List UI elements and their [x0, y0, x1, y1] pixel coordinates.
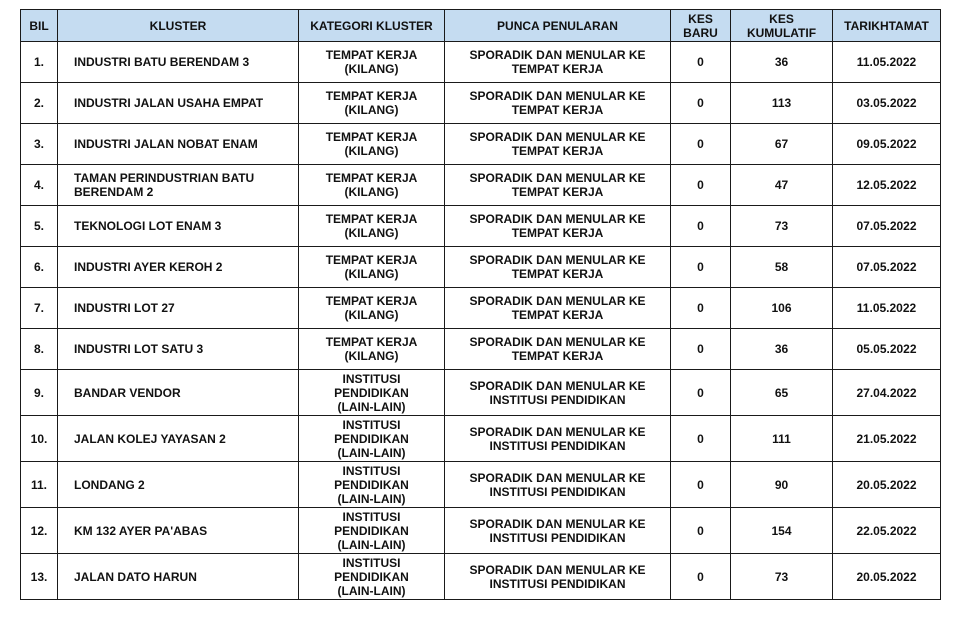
cell-kluster: TEKNOLOGI LOT ENAM 3	[58, 206, 299, 247]
table-row	[21, 206, 941, 247]
table-row	[21, 508, 941, 554]
table-row	[21, 554, 941, 600]
cell-punca: SPORADIK DAN MENULAR KE INSTITUSI PENDIDIKAN	[445, 508, 671, 554]
table-row	[21, 462, 941, 508]
cell-kes-baru: 0	[671, 462, 731, 508]
header-row	[21, 10, 941, 42]
cell-kes-baru: 0	[671, 508, 731, 554]
header-tarikh-tamat: TARIKHTAMAT	[833, 10, 941, 42]
cell-tarikh-tamat: 09.05.2022	[833, 124, 941, 165]
table-row	[21, 329, 941, 370]
cell-kluster: INDUSTRI AYER KEROH 2	[58, 247, 299, 288]
cell-kategori: INSTITUSI PENDIDIKAN (LAIN-LAIN)	[299, 508, 445, 554]
cell-kes-kumulatif: 67	[731, 124, 833, 165]
cell-kluster: INDUSTRI JALAN USAHA EMPAT	[58, 83, 299, 124]
cell-kes-baru: 0	[671, 83, 731, 124]
cell-tarikh-tamat: 07.05.2022	[833, 206, 941, 247]
table-header	[21, 10, 941, 42]
cell-bil: 10.	[21, 416, 58, 462]
header-bil: BIL	[21, 10, 58, 42]
cell-bil: 2.	[21, 83, 58, 124]
cell-tarikh-tamat: 22.05.2022	[833, 508, 941, 554]
cell-kluster: TAMAN PERINDUSTRIAN BATU BERENDAM 2	[58, 165, 299, 206]
cell-kes-baru: 0	[671, 124, 731, 165]
cell-tarikh-tamat: 20.05.2022	[833, 554, 941, 600]
table-row	[21, 165, 941, 206]
table-row	[21, 247, 941, 288]
cell-tarikh-tamat: 11.05.2022	[833, 42, 941, 83]
cell-kluster: INDUSTRI BATU BERENDAM 3	[58, 42, 299, 83]
cell-kategori: TEMPAT KERJA (KILANG)	[299, 124, 445, 165]
cell-kategori: INSTITUSI PENDIDIKAN (LAIN-LAIN)	[299, 416, 445, 462]
cell-kategori: TEMPAT KERJA (KILANG)	[299, 247, 445, 288]
cell-bil: 3.	[21, 124, 58, 165]
cell-kategori: INSTITUSI PENDIDIKAN (LAIN-LAIN)	[299, 462, 445, 508]
cell-kategori: INSTITUSI PENDIDIKAN (LAIN-LAIN)	[299, 370, 445, 416]
cell-kes-baru: 0	[671, 554, 731, 600]
cell-kategori: TEMPAT KERJA (KILANG)	[299, 288, 445, 329]
cell-kluster: INDUSTRI LOT SATU 3	[58, 329, 299, 370]
cell-tarikh-tamat: 07.05.2022	[833, 247, 941, 288]
cell-kategori: TEMPAT KERJA (KILANG)	[299, 165, 445, 206]
cell-bil: 8.	[21, 329, 58, 370]
cell-bil: 7.	[21, 288, 58, 329]
cell-bil: 12.	[21, 508, 58, 554]
cell-kluster: KM 132 AYER PA'ABAS	[58, 508, 299, 554]
cell-punca: SPORADIK DAN MENULAR KE TEMPAT KERJA	[445, 83, 671, 124]
cluster-table	[20, 9, 941, 600]
cell-kes-kumulatif: 36	[731, 329, 833, 370]
cell-kategori: INSTITUSI PENDIDIKAN (LAIN-LAIN)	[299, 554, 445, 600]
cell-punca: SPORADIK DAN MENULAR KE INSTITUSI PENDIDIKAN	[445, 554, 671, 600]
cell-bil: 9.	[21, 370, 58, 416]
header-punca: PUNCA PENULARAN	[445, 10, 671, 42]
cell-bil: 4.	[21, 165, 58, 206]
table-row	[21, 370, 941, 416]
table-row	[21, 124, 941, 165]
cell-tarikh-tamat: 27.04.2022	[833, 370, 941, 416]
cell-tarikh-tamat: 20.05.2022	[833, 462, 941, 508]
table-row	[21, 42, 941, 83]
cell-kes-baru: 0	[671, 247, 731, 288]
cell-kategori: TEMPAT KERJA (KILANG)	[299, 206, 445, 247]
cell-bil: 13.	[21, 554, 58, 600]
cell-kes-kumulatif: 73	[731, 206, 833, 247]
cell-tarikh-tamat: 11.05.2022	[833, 288, 941, 329]
cell-punca: SPORADIK DAN MENULAR KE TEMPAT KERJA	[445, 42, 671, 83]
header-kategori: KATEGORI KLUSTER	[299, 10, 445, 42]
cell-kes-baru: 0	[671, 42, 731, 83]
cell-kes-kumulatif: 90	[731, 462, 833, 508]
cell-tarikh-tamat: 03.05.2022	[833, 83, 941, 124]
cell-punca: SPORADIK DAN MENULAR KE TEMPAT KERJA	[445, 165, 671, 206]
cell-kategori: TEMPAT KERJA (KILANG)	[299, 329, 445, 370]
cell-punca: SPORADIK DAN MENULAR KE INSTITUSI PENDIDIKAN	[445, 462, 671, 508]
cell-kes-baru: 0	[671, 370, 731, 416]
cell-punca: SPORADIK DAN MENULAR KE TEMPAT KERJA	[445, 329, 671, 370]
cell-kes-baru: 0	[671, 206, 731, 247]
cell-kes-baru: 0	[671, 329, 731, 370]
cell-kes-kumulatif: 113	[731, 83, 833, 124]
cluster-table-container	[20, 9, 941, 600]
cell-kluster: INDUSTRI JALAN NOBAT ENAM	[58, 124, 299, 165]
cell-punca: SPORADIK DAN MENULAR KE INSTITUSI PENDIDIKAN	[445, 370, 671, 416]
cell-tarikh-tamat: 21.05.2022	[833, 416, 941, 462]
cell-punca: SPORADIK DAN MENULAR KE TEMPAT KERJA	[445, 247, 671, 288]
cell-bil: 11.	[21, 462, 58, 508]
cell-kluster: LONDANG 2	[58, 462, 299, 508]
cell-kes-kumulatif: 36	[731, 42, 833, 83]
table-row	[21, 288, 941, 329]
cell-kes-kumulatif: 58	[731, 247, 833, 288]
cell-kes-baru: 0	[671, 288, 731, 329]
cell-kes-kumulatif: 106	[731, 288, 833, 329]
cell-kes-kumulatif: 111	[731, 416, 833, 462]
cell-bil: 6.	[21, 247, 58, 288]
table-body	[21, 42, 941, 600]
cell-kes-baru: 0	[671, 165, 731, 206]
cell-kluster: JALAN KOLEJ YAYASAN 2	[58, 416, 299, 462]
cell-kes-kumulatif: 154	[731, 508, 833, 554]
cell-bil: 1.	[21, 42, 58, 83]
cell-kategori: TEMPAT KERJA (KILANG)	[299, 83, 445, 124]
cell-kluster: JALAN DATO HARUN	[58, 554, 299, 600]
cell-kluster: BANDAR VENDOR	[58, 370, 299, 416]
cell-punca: SPORADIK DAN MENULAR KE TEMPAT KERJA	[445, 124, 671, 165]
cell-punca: SPORADIK DAN MENULAR KE TEMPAT KERJA	[445, 206, 671, 247]
header-kes-kumulatif: KES KUMULATIF	[731, 10, 833, 42]
table-row	[21, 83, 941, 124]
table-row	[21, 416, 941, 462]
cell-kategori: TEMPAT KERJA (KILANG)	[299, 42, 445, 83]
cell-kes-kumulatif: 47	[731, 165, 833, 206]
cell-kes-baru: 0	[671, 416, 731, 462]
header-kes-baru: KES BARU	[671, 10, 731, 42]
cell-tarikh-tamat: 05.05.2022	[833, 329, 941, 370]
cell-tarikh-tamat: 12.05.2022	[833, 165, 941, 206]
cell-punca: SPORADIK DAN MENULAR KE TEMPAT KERJA	[445, 288, 671, 329]
cell-bil: 5.	[21, 206, 58, 247]
cell-kes-kumulatif: 65	[731, 370, 833, 416]
header-kluster: KLUSTER	[58, 10, 299, 42]
cell-punca: SPORADIK DAN MENULAR KE INSTITUSI PENDIDIKAN	[445, 416, 671, 462]
cell-kes-kumulatif: 73	[731, 554, 833, 600]
cell-kluster: INDUSTRI LOT 27	[58, 288, 299, 329]
